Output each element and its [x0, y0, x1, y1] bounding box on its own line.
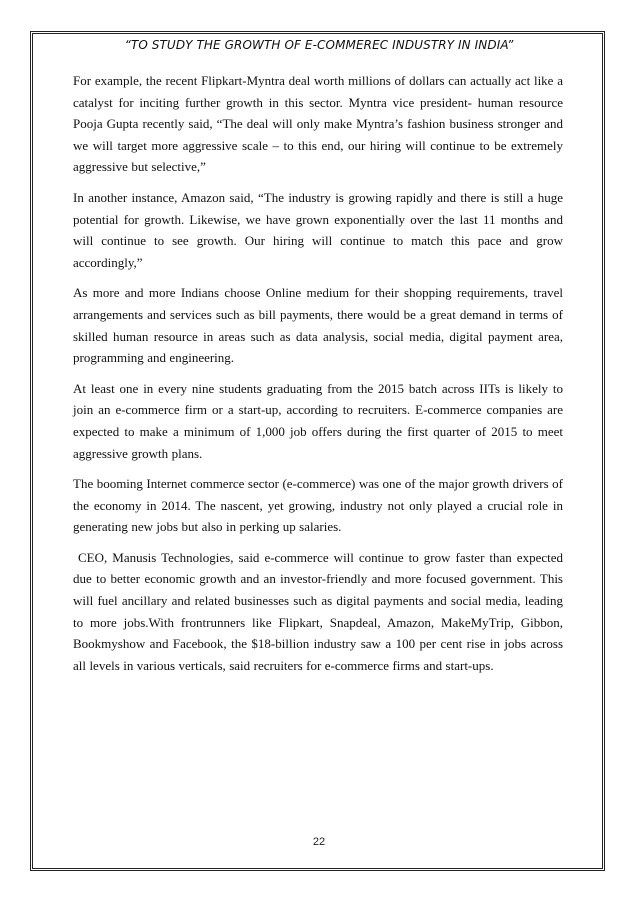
paragraph-amazon: In another instance, Amazon said, “The industry is growing rapidly and there is still a huge potential for growth. Likewise, we have grown exponentially over the last 11 months and will continue to see growth. Our hiring will continue to match this pace and grow accordingly,”: [73, 189, 563, 270]
paragraph-iit-students: At least one in every nine students graduating from the 2015 batch across IITs is likely to join an e-commerce firm or a start-up, according to recruiters. E-commerce companies are expected to make a minimum of 1,000 job offers during the first quarter of 2015 to meet aggressive growth plans.: [73, 380, 563, 461]
page-number: 22: [312, 836, 326, 848]
page-header-title: “TO STUDY THE GROWTH OF E-COMMEREC INDUSTRY IN INDIA”: [124, 38, 514, 52]
paragraph-ceo-manusis: CEO, Manusis Technologies, said e-commerce will continue to grow faster than expected due to better economic growth and an investor-friendly and more focused government. This will fuel ancillary and related businesses such as digital payments and social media, leading to more jobs.With frontrunners like Flipkart, Snapdeal, Amazon, MakeMyTrip, Gibbon, Bookmyshow and Facebook, the $18-billion industry saw a 100 per cent rise in jobs across all levels in various verticals, said recruiters for e-commerce firms and start-ups.: [73, 549, 567, 673]
paragraph-skilled-demand: As more and more Indians choose Online medium for their shopping requirements, travel arrangements and services such as bill payments, there would be a great demand in terms of skilled human resource in areas such as data analysis, social media, digital payment area, programming and engineering.: [73, 285, 563, 366]
paragraph-flipkart-myntra: For example, the recent Flipkart-Myntra deal worth millions of dollars can actually act like a catalyst for inciting further growth in this sector. Myntra vice president- human resource Pooja Gupta recently said, “The deal will only make Myntra’s fashion business stronger and we will target more aggressive scale – to this end, our hiring will continue to be extremely aggressive but selective,”: [73, 73, 563, 175]
document-body: [73, 70, 567, 685]
paragraph-booming-sector: The booming Internet commerce sector (e-commerce) was one of the major growth drivers of the economy in 2014. The nascent, yet growing, industry not only played a crucial role in generating new jobs but also in perking up salaries.: [73, 476, 563, 535]
